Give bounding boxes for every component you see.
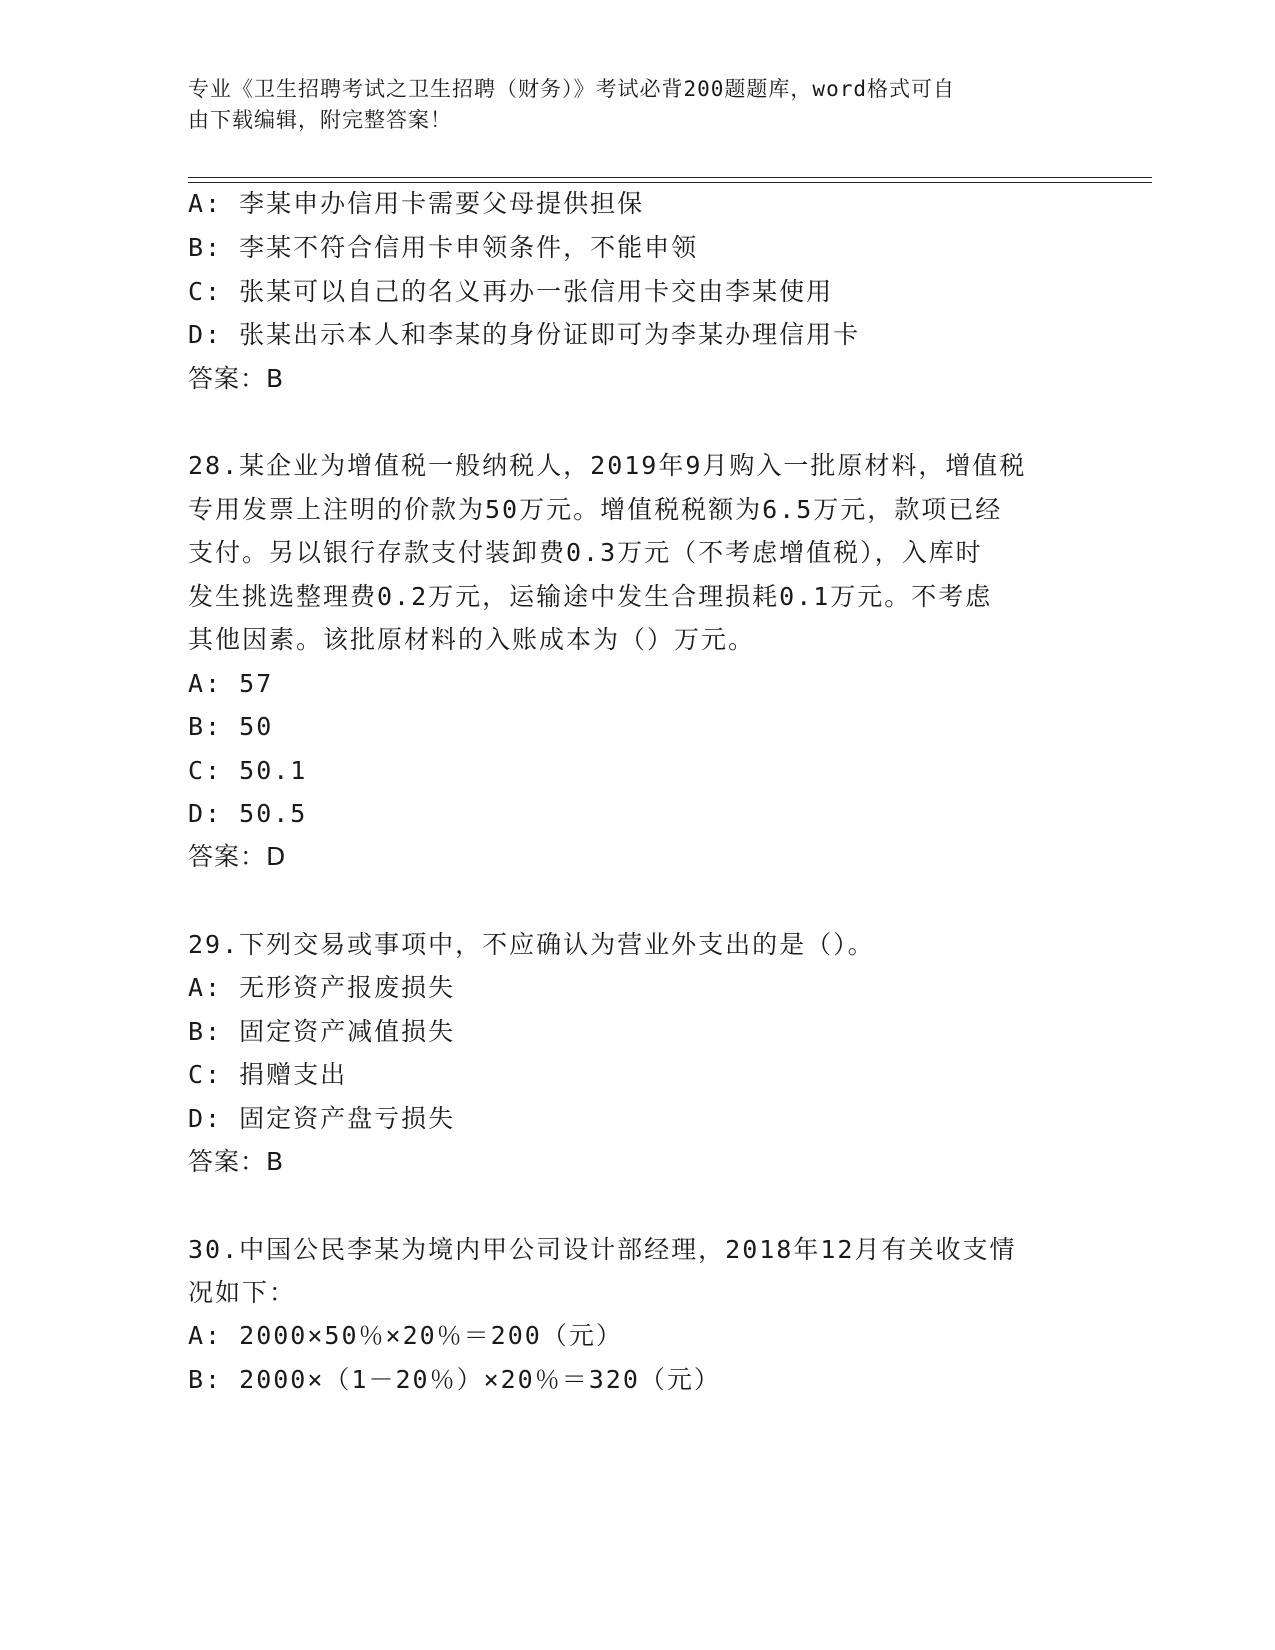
q28-option-b: B: 50 xyxy=(188,712,274,741)
header-divider-top xyxy=(188,177,1152,178)
q28-answer: 答案：D xyxy=(188,842,287,871)
q29-option-c: C: 捐赠支出 xyxy=(188,1060,348,1089)
q29-question: 29.下列交易或事项中，不应确认为营业外支出的是（）。 xyxy=(188,930,875,959)
q28-line-5: 其他因素。该批原材料的入账成本为（）万元。 xyxy=(188,625,756,654)
q29-answer: 答案：B xyxy=(188,1147,285,1176)
q27-option-d: D: 张某出示本人和李某的身份证即可为李某办理信用卡 xyxy=(188,320,861,349)
q29-option-b: B: 固定资产减值损失 xyxy=(188,1017,456,1046)
header-divider-bottom xyxy=(188,182,1152,183)
q27-option-b: B: 李某不符合信用卡申领条件，不能申领 xyxy=(188,233,699,262)
document-header xyxy=(188,74,1068,136)
q28-line-3: 支付。另以银行存款支付装卸费0.3万元（不考虑增值税），入库时 xyxy=(188,538,983,567)
q29-option-d: D: 固定资产盘亏损失 xyxy=(188,1104,456,1133)
q27-answer: 答案：B xyxy=(188,364,285,393)
q29-option-a: A: 无形资产报废损失 xyxy=(188,973,456,1002)
q30-option-a: A: 2000×50％×20％＝200（元） xyxy=(188,1321,623,1350)
q27-option-a: A: 李某申办信用卡需要父母提供担保 xyxy=(188,189,645,218)
q28-option-d: D: 50.5 xyxy=(188,799,308,828)
q28-line-4: 发生挑选整理费0.2万元，运输途中发生合理损耗0.1万元。不考虑 xyxy=(188,582,993,611)
q30-line-2: 况如下： xyxy=(188,1278,297,1307)
q30-line-1: 30.中国公民李某为境内甲公司设计部经理，2018年12月有关收支情 xyxy=(188,1235,1017,1264)
q27-option-c: C: 张某可以自己的名义再办一张信用卡交由李某使用 xyxy=(188,277,834,306)
q28-line-1: 28.某企业为增值税一般纳税人，2019年9月购入一批原材料，增值税 xyxy=(188,451,1027,480)
q28-option-c: C: 50.1 xyxy=(188,756,308,785)
q28-option-a: A: 57 xyxy=(188,669,274,698)
header-line-1: 专业《卫生招聘考试之卫生招聘（财务）》考试必背200题题库，word格式可自 xyxy=(188,77,955,101)
q30-option-b: B: 2000×（1－20％）×20％＝320（元） xyxy=(188,1365,721,1394)
header-line-2: 由下载编辑，附完整答案！ xyxy=(188,108,452,132)
q28-line-2: 专用发票上注明的价款为50万元。增值税税额为6.5万元，款项已经 xyxy=(188,495,1003,524)
